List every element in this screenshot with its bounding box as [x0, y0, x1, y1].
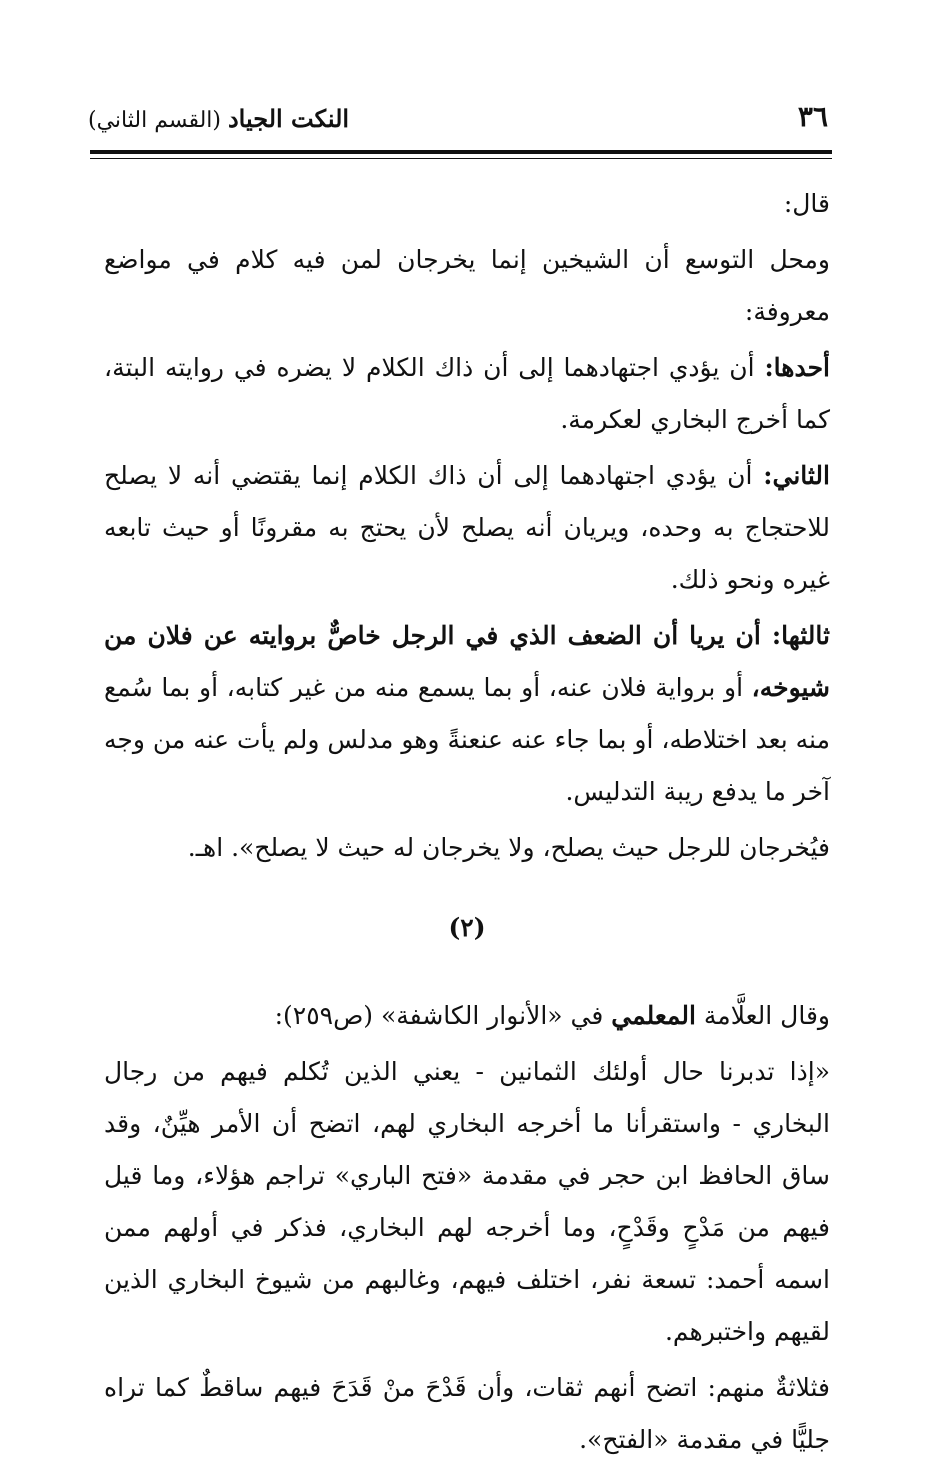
header-rule-thin: [90, 158, 832, 159]
paragraph-muallimi-b: في «الأنوار الكاشفة» (ص٢٥٩):: [274, 1001, 612, 1030]
paragraph-third-text: أو برواية فلان عنه، أو بما يسمع منه من غير كتابه، أو بما سُمع منه بعد اختلاطه، أو بما جاء عنه عنعنةً وهو مدلس ولم يأت عنه من وجه آخر ما يدفع ريبة التدليس.: [103, 673, 830, 806]
paragraph-second: [104, 450, 830, 606]
running-title-main: النكت الجياد: [227, 104, 350, 133]
paragraph-first-text: أن يؤدي اجتهادهما إلى أن ذاك الكلام لا يضره في روايته البتة، كما أخرج البخاري لعكرمة.: [104, 353, 830, 434]
paragraph-said: قال:: [783, 189, 830, 218]
paragraph-intro: ومحل التوسع أن الشيخين إنما يخرجان لمن فيه كلام في مواضع معروفة:: [104, 245, 830, 326]
paragraph-muallimi: [104, 990, 830, 1042]
paragraph-first: [104, 342, 830, 446]
page-header: [88, 100, 830, 140]
paragraph-third-lead: ثالثها: أن يريا أن الضعف الذي في الرجل خاصٌّ بروايته عن فلان من شيوخه،: [104, 621, 830, 702]
running-title: [88, 104, 349, 133]
paragraph-second-text: أن يؤدي اجتهادهما إلى أن ذاك الكلام إنما يقتضي أنه لا يصلح للاحتجاج به وحده، ويريان أنه يصلح لأن يحتج به مقرونًا أو حيث تابعه غيره ونحو ذلك.: [104, 461, 830, 594]
paragraph-muallimi-a: وقال العلَّامة: [695, 1001, 830, 1030]
paragraph-first-lead: أحدها:: [764, 353, 830, 382]
page-number: ٣٦: [797, 100, 828, 133]
paragraph-quote: «إذا تدبرنا حال أولئك الثمانين - يعني الذين تُكلم فيهم من رجال البخاري - واستقرأنا ما أخرجه البخاري لهم، اتضح أن الأمر هيِّنٌ، وقد ساق الحافظ ابن حجر في مقدمة «فتح الباري» تراجم هؤلاء، وما قيل فيهم من مَدْحٍ وقَدْحٍ، وما أخرجه لهم البخاري، فذكر في أولهم ممن اسمه أحمد: تسعة نفر، اختلف فيهم، وغالبهم من شيوخ البخاري الذين لقيهم واختبرهم.: [104, 1057, 830, 1346]
paragraph-third: [104, 610, 830, 818]
page-body: [104, 178, 830, 1470]
paragraph-three: فثلاثةٌ منهم: اتضح أنهم ثقات، وأن قَدْحَ منْ قَدَحَ فيهم ساقطٌ كما تراه جليًّا في مقدمة «الفتح».: [104, 1373, 830, 1454]
paragraph-conclusion: فيُخرجان للرجل حيث يصلح، ولا يخرجان له حيث لا يصلح». اهـ.: [187, 833, 830, 862]
section-marker: (٢): [448, 913, 486, 942]
header-rule-thick: [90, 150, 832, 154]
paragraph-second-lead: الثاني:: [763, 461, 830, 490]
scholar-name: المعلمي: [611, 1001, 696, 1030]
running-title-part: (القسم الثاني): [88, 108, 228, 133]
